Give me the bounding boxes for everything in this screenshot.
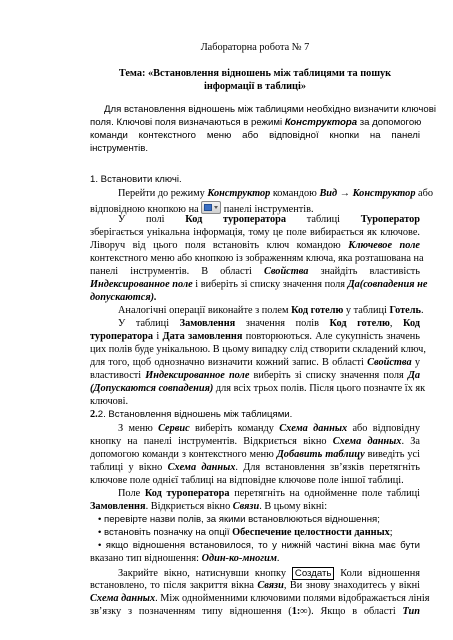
paragraph-line: Закрийте вікно, натиснувши кнопку Создать Коли відношення <box>118 568 420 579</box>
design-view-toolbar-icon[interactable] <box>201 201 221 214</box>
paragraph-line: допомогою команди з контекстного меню Добавить таблицу виведіть усі <box>90 449 420 460</box>
paragraph-line: контекстного меню або кнопкою із зображенням ключа, яка розташована на <box>90 253 424 264</box>
bullet-item: • перевірте назви полів, за якими встановлюються відношення; <box>98 514 380 525</box>
bullet-item: • якщо відношення встановилося, то у нижній частині вікна має бути <box>98 540 420 551</box>
intro-line: Для встановлення відношень між таблицями необхідно визначити ключові <box>104 104 436 115</box>
bullet-item: • встановіть позначку на опції Обеспечение целостности данных; <box>98 527 393 538</box>
paragraph-line: цих полів буде унікальною. В цьому випадку слід створити складений ключ, <box>90 344 426 355</box>
paragraph-line: У полі Код туроператора таблиці Туроператор <box>118 214 420 225</box>
paragraph-line: Поле Код туроператора перетягніть на однойменне поле таблиці <box>118 488 420 499</box>
create-button[interactable]: Создать <box>292 567 334 580</box>
paragraph-line: панелі інструментів. В області Свойства знайдіть властивість <box>90 266 420 277</box>
paragraph-line: встановлено, то після закриття вікна Связи, Ви знову знаходитесь у вікні <box>90 580 420 591</box>
paragraph-line: З меню Сервис виберіть команду Схема данных або відповідну <box>118 423 420 434</box>
paragraph-line: У таблиці Замовлення значення полів Код готелю, Код <box>118 318 421 329</box>
section-2-heading: 2.2. Встановлення відношень між таблицями. <box>90 409 293 420</box>
topic-line-2: інформації в таблиці» <box>204 81 306 92</box>
paragraph-line: зберігається унікальна інформація, тому це поле вибирається як ключове. <box>90 227 420 238</box>
topic-line-1: Тема: «Встановлення відношень між таблицями та пошук <box>118 68 392 79</box>
intro-line: інструментів. <box>90 143 149 154</box>
paragraph-line: ключові. <box>90 396 129 407</box>
paragraph-line: Схема данных. Між однойменними ключовими полями відображається лінія <box>90 593 430 604</box>
intro-line: команди контекстного меню або відповідної кнопки на панелі <box>90 130 420 141</box>
paragraph-line: ключове поле однієї таблиці на відповідне ключове поле іншої таблиці. <box>90 475 404 486</box>
paragraph-line: Индексированное поле і виберіть зі списку значення поля Да(совпадения не <box>90 279 428 290</box>
paragraph-line: властивості Индексированное поле виберіть зі списку значення поля Да <box>90 370 421 381</box>
paragraph-line: допускаются). <box>90 292 157 303</box>
paragraph-line: Аналогічні операції виконайте з полем Код готелю у таблиці Готель. <box>118 305 424 316</box>
paragraph-line: кнопку на панелі інструментів. Відкриється вікно Схема данных. За <box>90 436 420 447</box>
paragraph-line: Перейти до режиму Конструктор командою Вид → Конструктор або <box>118 188 434 199</box>
intro-line: поля. Ключові поля визначаються в режимі Конструктора за допомогою <box>90 117 422 128</box>
bullet-item: вказано тип відношення: Один-ко-многим. <box>90 553 280 564</box>
lab-title: Лабораторна робота № 7 <box>200 42 310 53</box>
paragraph-line: для того, щоб однозначно визначити кожний запис. В області Свойства у <box>90 357 420 368</box>
paragraph-line: Замовлення. Відкриється вікно Связи. В цьому вікні: <box>90 501 328 512</box>
paragraph-line: Ліворуч від цього поля встановіть ключ командою Ключевое поле <box>90 240 420 251</box>
paragraph-line: туроператора і Дата замовлення повторюються. Але сукупність значень <box>90 331 420 342</box>
paragraph-line: (Допускаются совпадения) для всіх трьох полів. Після цього позначте їх як <box>90 383 426 394</box>
paragraph-line: таблиці у вікно Схема данных. Для встановлення зв’язків перетягніть <box>90 462 421 473</box>
section-1-heading: 1. Встановити ключі. <box>90 174 182 185</box>
paragraph-line: відповідною кнопкою на панелі інструментів. <box>90 201 420 217</box>
paragraph-line: зв’язку з позначенням типу відношення (1:∞). Якщо в області Тип <box>90 606 420 617</box>
